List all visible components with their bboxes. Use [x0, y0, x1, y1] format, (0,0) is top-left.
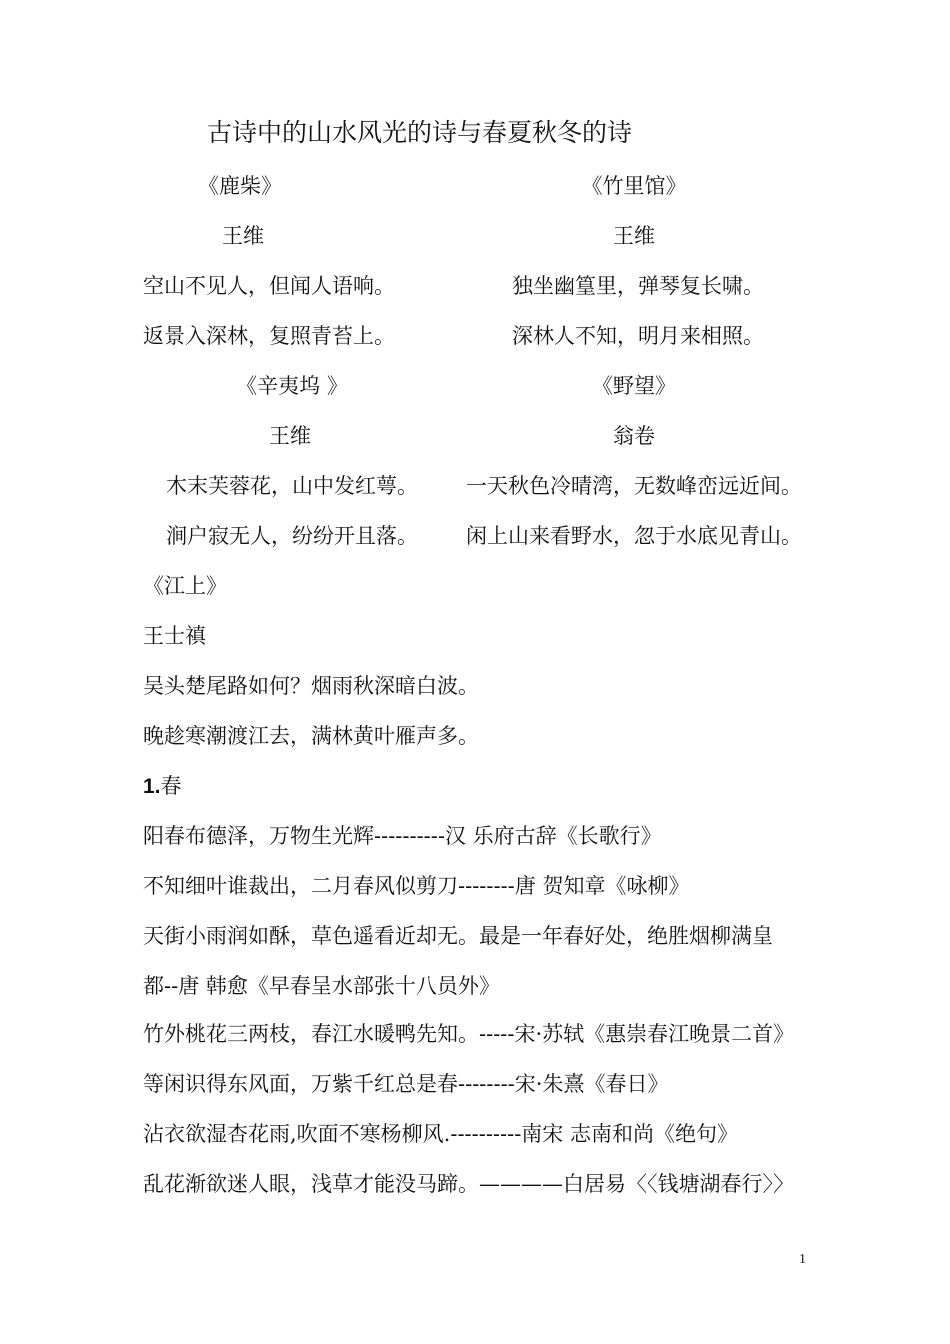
spring-line: 等闲识得东风面，万紫千红总是春--------宋·朱熹《春日》 — [143, 1072, 669, 1096]
poem-author-luchai: 王维 — [222, 224, 264, 248]
spring-line: 沾衣欲湿杏花雨,吹面不寒杨柳风.----------南宋 志南和尚《绝句》 — [143, 1122, 738, 1146]
spring-line: 阳春布德泽，万物生光辉----------汉 乐府古辞《长歌行》 — [143, 824, 662, 848]
poem-author-xinyiwu: 王维 — [269, 424, 311, 448]
poem-line-luchai-2: 返景入深林，复照青苔上。 — [143, 324, 395, 348]
poem-title-luchai: 《鹿柴》 — [198, 174, 282, 198]
spring-line: 竹外桃花三两枝，春江水暖鸭先知。-----宋·苏轼《惠崇春江晚景二首》 — [143, 1022, 795, 1046]
page-title: 古诗中的山水风光的诗与春夏秋冬的诗 — [207, 118, 633, 147]
poem-title-yewang: 《野望》 — [592, 374, 676, 398]
section-heading-spring — [143, 772, 182, 801]
poem-line-zhuliguan-1: 独坐幽篁里，弹琴复长啸。 — [512, 274, 764, 298]
poem-line-zhuliguan-2: 深林人不知，明月来相照。 — [512, 324, 764, 348]
page-number: 1 — [799, 1252, 806, 1267]
poem-title-jiangshang: 《江上》 — [143, 574, 227, 598]
poem-author-jiangshang: 王士禛 — [143, 624, 206, 648]
poem-title-xinyiwu: 《辛夷坞 》 — [236, 374, 348, 398]
spring-line: 不知细叶谁裁出，二月春风似剪刀--------唐 贺知章《咏柳》 — [143, 874, 690, 898]
section-number: 1. — [143, 775, 161, 798]
section-heading-text: 春 — [160, 774, 182, 798]
poem-line-yewang-2: 闲上山来看野水，忽于水底见青山。 — [466, 524, 802, 548]
poem-title-zhuliguan: 《竹里馆》 — [581, 174, 687, 198]
poem-author-zhuliguan: 王维 — [613, 224, 655, 248]
poem-line-xinyiwu-1: 木末芙蓉花，山中发红萼。 — [166, 474, 418, 498]
poem-line-jiangshang-1: 吴头楚尾路如何？烟雨秋深暗白波。 — [143, 674, 479, 698]
poem-line-jiangshang-2: 晚趁寒潮渡江去，满林黄叶雁声多。 — [143, 724, 479, 748]
poem-line-luchai-1: 空山不见人，但闻人语响。 — [143, 274, 395, 298]
poem-line-xinyiwu-2: 涧户寂无人，纷纷开且落。 — [166, 524, 418, 548]
spring-line: 天街小雨润如酥，草色遥看近却无。最是一年春好处，绝胜烟柳满皇 — [143, 924, 773, 948]
spring-line: 都--唐 韩愈《早春呈水部张十八员外》 — [143, 974, 500, 998]
poem-author-yewang: 翁卷 — [613, 424, 655, 448]
poem-line-yewang-1: 一天秋色冷晴湾，无数峰峦远近间。 — [466, 474, 802, 498]
spring-line: 乱花渐欲迷人眼，浅草才能没马蹄。————白居易〈〈钱塘湖春行〉〉 — [143, 1172, 794, 1196]
